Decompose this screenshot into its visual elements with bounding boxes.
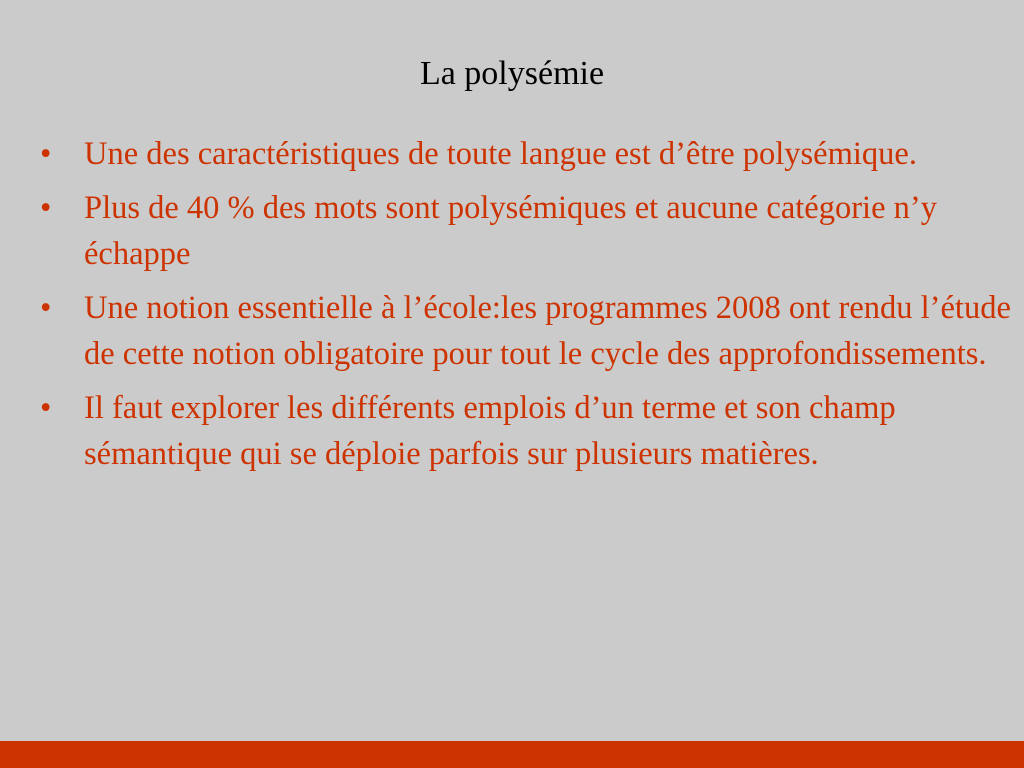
- bullet-text: Une des caractéristiques de toute langue est d’être polysémique.: [84, 136, 917, 172]
- bullet-icon: •: [40, 136, 52, 172]
- bullet-item: [40, 131, 1015, 177]
- bottom-accent-bar: [0, 741, 1024, 768]
- bullet-item: [40, 285, 1015, 377]
- bullet-item: [40, 185, 1015, 277]
- bullet-text: Il faut explorer les différents emplois d’un terme et son champ sémantique qui se déploie parfois sur plusieurs matières.: [84, 390, 896, 472]
- bullet-list: [40, 131, 1015, 485]
- bullet-icon: •: [40, 290, 52, 326]
- bullet-icon: •: [40, 190, 52, 226]
- bullet-text: Plus de 40 % des mots sont polysémiques et aucune catégorie n’y échappe: [84, 190, 937, 272]
- bullet-icon: •: [40, 390, 52, 426]
- bullet-item: [40, 385, 1015, 477]
- slide-title: La polysémie: [419, 55, 605, 92]
- bullet-text: Une notion essentielle à l’école:les programmes 2008 ont rendu l’étude de cette notion obligatoire pour tout le cycle des approfondissements.: [84, 290, 1011, 372]
